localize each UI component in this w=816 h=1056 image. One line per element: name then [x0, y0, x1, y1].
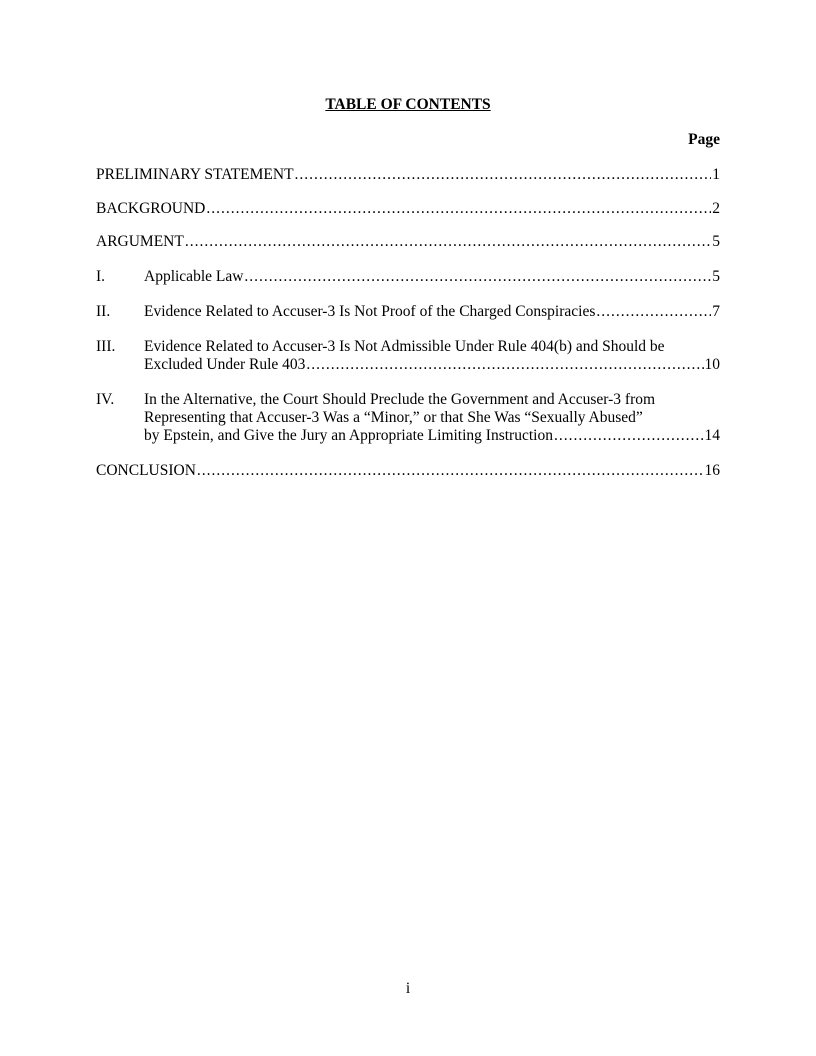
toc-entry-number: II.	[96, 303, 111, 320]
leader-dots	[295, 166, 712, 184]
toc-entry-title-line: In the Alternative, the Court Should Preclude the Government and Accuser-3 from	[144, 391, 656, 408]
toc-entry-argument[interactable]	[96, 233, 720, 251]
toc-entry-page: 1	[712, 166, 720, 183]
toc-entry-title: Evidence Related to Accuser-3 Is Not Proof of the Charged Conspiracies	[144, 303, 596, 320]
page-column-header: Page	[688, 131, 720, 148]
leader-dots	[197, 462, 704, 480]
toc-entry-page: 5	[712, 233, 720, 250]
page-number-footer: i	[405, 980, 411, 997]
toc-entry-page: 14	[704, 427, 720, 444]
toc-entry-title: Applicable Law	[144, 268, 244, 285]
toc-entry-page: 7	[712, 303, 720, 320]
toc-entry-page: 5	[712, 268, 720, 285]
toc-entry-preliminary-statement[interactable]	[96, 166, 720, 184]
leader-dots	[244, 268, 711, 286]
toc-entry-title-line: Evidence Related to Accuser-3 Is Not Admissible Under Rule 404(b) and Should be	[144, 338, 665, 355]
toc-entry-title: ARGUMENT	[96, 233, 184, 250]
leader-dots	[306, 356, 703, 374]
toc-entry-conclusion[interactable]	[96, 462, 720, 480]
toc-entry-background[interactable]	[96, 200, 720, 218]
toc-entry-page: 2	[712, 200, 720, 217]
toc-title: TABLE OF CONTENTS	[325, 96, 491, 113]
toc-entry-rule-404b[interactable]	[96, 338, 720, 374]
toc-entry-applicable-law[interactable]	[96, 268, 720, 286]
toc-entry-alternative-relief[interactable]	[96, 391, 720, 445]
toc-entry-title-line: Excluded Under Rule 403	[144, 356, 306, 373]
toc-entry-page: 10	[704, 356, 720, 373]
toc-entry-number: IV.	[96, 391, 115, 408]
leader-dots	[554, 427, 704, 445]
toc-entry-number: III.	[96, 338, 116, 355]
toc-entry-number: I.	[96, 268, 106, 285]
toc-entry-charged-conspiracies[interactable]	[96, 303, 720, 321]
leader-dots	[185, 233, 711, 251]
leader-dots	[596, 303, 711, 321]
toc-entry-title: CONCLUSION	[96, 462, 196, 479]
leader-dots	[206, 200, 711, 218]
toc-entry-title-line: Representing that Accuser-3 Was a “Minor,” or that She Was “Sexually Abused”	[144, 409, 643, 426]
toc-entry-title: BACKGROUND	[96, 200, 206, 217]
toc-entry-title: PRELIMINARY STATEMENT	[96, 166, 294, 183]
toc-entry-page: 16	[704, 462, 720, 479]
toc-entry-title-line: by Epstein, and Give the Jury an Appropriate Limiting Instruction	[144, 427, 553, 444]
